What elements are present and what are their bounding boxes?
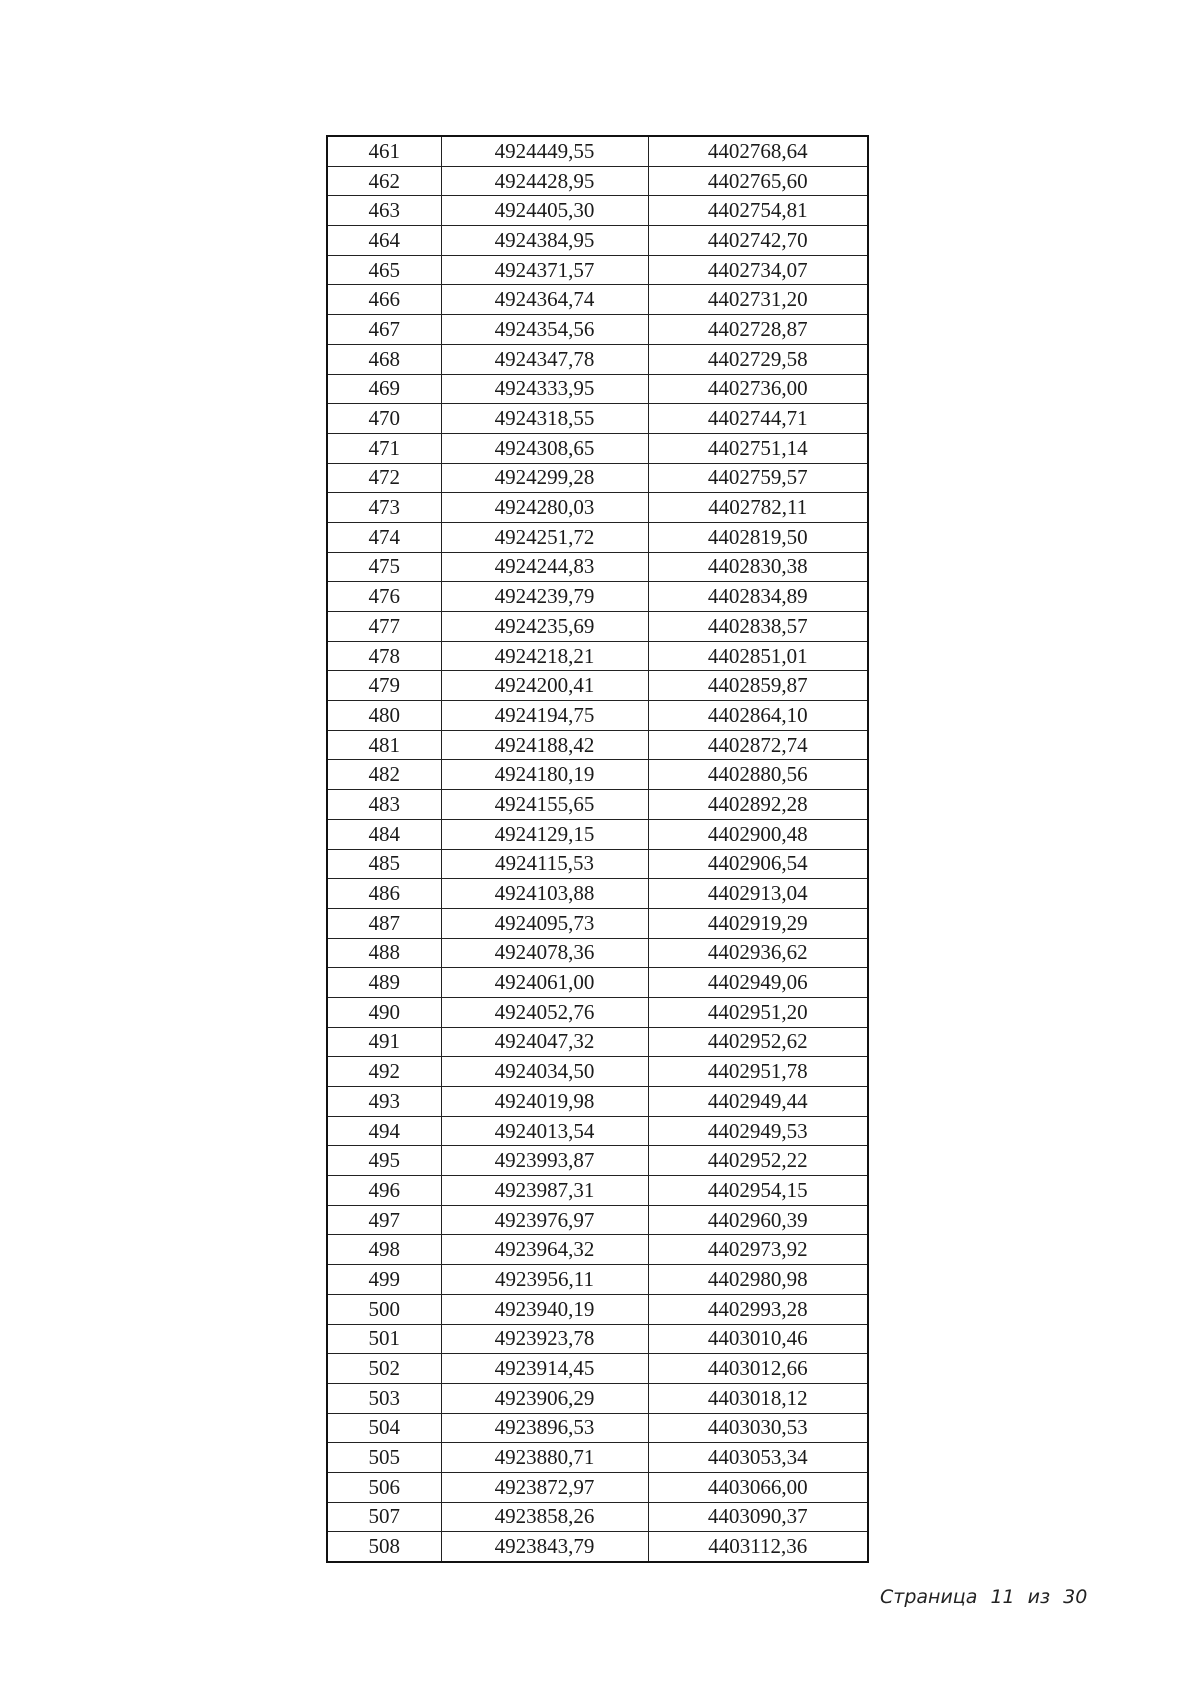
y-coordinate-cell: 4402952,62 xyxy=(648,1027,868,1057)
point-number-cell: 508 xyxy=(327,1532,441,1562)
point-number-cell: 471 xyxy=(327,433,441,463)
table-row xyxy=(327,1087,868,1117)
point-number-cell: 468 xyxy=(327,344,441,374)
point-number-cell: 469 xyxy=(327,374,441,404)
point-number-cell: 487 xyxy=(327,908,441,938)
point-number-cell: 499 xyxy=(327,1265,441,1295)
table-row xyxy=(327,404,868,434)
table-row xyxy=(327,1027,868,1057)
point-number-cell: 507 xyxy=(327,1502,441,1532)
point-number-cell: 500 xyxy=(327,1294,441,1324)
point-number-cell: 484 xyxy=(327,819,441,849)
y-coordinate-cell: 4402765,60 xyxy=(648,166,868,196)
x-coordinate-cell: 4924188,42 xyxy=(441,730,648,760)
y-coordinate-cell: 4402742,70 xyxy=(648,226,868,256)
y-coordinate-cell: 4402751,14 xyxy=(648,433,868,463)
point-number-cell: 497 xyxy=(327,1205,441,1235)
point-number-cell: 482 xyxy=(327,760,441,790)
x-coordinate-cell: 4924384,95 xyxy=(441,226,648,256)
point-number-cell: 492 xyxy=(327,1057,441,1087)
y-coordinate-cell: 4402906,54 xyxy=(648,849,868,879)
y-coordinate-cell: 4402768,64 xyxy=(648,136,868,166)
table-row xyxy=(327,701,868,731)
y-coordinate-cell: 4403066,00 xyxy=(648,1472,868,1502)
y-coordinate-cell: 4403018,12 xyxy=(648,1383,868,1413)
point-number-cell: 489 xyxy=(327,968,441,998)
y-coordinate-cell: 4402834,89 xyxy=(648,582,868,612)
table-row xyxy=(327,968,868,998)
y-coordinate-cell: 4403090,37 xyxy=(648,1502,868,1532)
y-coordinate-cell: 4402734,07 xyxy=(648,255,868,285)
table-row xyxy=(327,671,868,701)
x-coordinate-cell: 4924047,32 xyxy=(441,1027,648,1057)
point-number-cell: 481 xyxy=(327,730,441,760)
x-coordinate-cell: 4923872,97 xyxy=(441,1472,648,1502)
y-coordinate-cell: 4403012,66 xyxy=(648,1354,868,1384)
table-row xyxy=(327,1324,868,1354)
y-coordinate-cell: 4402872,74 xyxy=(648,730,868,760)
table-row xyxy=(327,136,868,166)
table-row xyxy=(327,285,868,315)
table-row xyxy=(327,1116,868,1146)
x-coordinate-cell: 4923923,78 xyxy=(441,1324,648,1354)
y-coordinate-cell: 4402782,11 xyxy=(648,493,868,523)
table-row xyxy=(327,1502,868,1532)
point-number-cell: 495 xyxy=(327,1146,441,1176)
x-coordinate-cell: 4924308,65 xyxy=(441,433,648,463)
point-number-cell: 503 xyxy=(327,1383,441,1413)
point-number-cell: 461 xyxy=(327,136,441,166)
x-coordinate-cell: 4924034,50 xyxy=(441,1057,648,1087)
point-number-cell: 483 xyxy=(327,790,441,820)
y-coordinate-cell: 4402952,22 xyxy=(648,1146,868,1176)
table-row xyxy=(327,997,868,1027)
y-coordinate-cell: 4402949,06 xyxy=(648,968,868,998)
table-row xyxy=(327,582,868,612)
x-coordinate-cell: 4924180,19 xyxy=(441,760,648,790)
point-number-cell: 473 xyxy=(327,493,441,523)
table-row xyxy=(327,790,868,820)
x-coordinate-cell: 4924449,55 xyxy=(441,136,648,166)
y-coordinate-cell: 4403030,53 xyxy=(648,1413,868,1443)
y-coordinate-cell: 4402980,98 xyxy=(648,1265,868,1295)
point-number-cell: 505 xyxy=(327,1443,441,1473)
point-number-cell: 477 xyxy=(327,612,441,642)
x-coordinate-cell: 4924235,69 xyxy=(441,612,648,642)
x-coordinate-cell: 4923976,97 xyxy=(441,1205,648,1235)
x-coordinate-cell: 4923940,19 xyxy=(441,1294,648,1324)
table-row xyxy=(327,938,868,968)
x-coordinate-cell: 4924347,78 xyxy=(441,344,648,374)
table-row xyxy=(327,166,868,196)
x-coordinate-cell: 4924155,65 xyxy=(441,790,648,820)
y-coordinate-cell: 4402830,38 xyxy=(648,552,868,582)
y-coordinate-cell: 4402960,39 xyxy=(648,1205,868,1235)
table-row xyxy=(327,1146,868,1176)
y-coordinate-cell: 4402913,04 xyxy=(648,879,868,909)
x-coordinate-cell: 4924013,54 xyxy=(441,1116,648,1146)
point-number-cell: 463 xyxy=(327,196,441,226)
point-number-cell: 490 xyxy=(327,997,441,1027)
y-coordinate-cell: 4403053,34 xyxy=(648,1443,868,1473)
table-row xyxy=(327,1354,868,1384)
page-label: Страница xyxy=(880,1586,978,1608)
page-footer xyxy=(880,1586,1120,1608)
table-row xyxy=(327,641,868,671)
y-coordinate-cell: 4402728,87 xyxy=(648,315,868,345)
x-coordinate-cell: 4924218,21 xyxy=(441,641,648,671)
y-coordinate-cell: 4402754,81 xyxy=(648,196,868,226)
y-coordinate-cell: 4402892,28 xyxy=(648,790,868,820)
x-coordinate-cell: 4923906,29 xyxy=(441,1383,648,1413)
x-coordinate-cell: 4924333,95 xyxy=(441,374,648,404)
x-coordinate-cell: 4923880,71 xyxy=(441,1443,648,1473)
point-number-cell: 464 xyxy=(327,226,441,256)
point-number-cell: 479 xyxy=(327,671,441,701)
table-row xyxy=(327,1265,868,1295)
y-coordinate-cell: 4403010,46 xyxy=(648,1324,868,1354)
point-number-cell: 494 xyxy=(327,1116,441,1146)
point-number-cell: 467 xyxy=(327,315,441,345)
table-row xyxy=(327,196,868,226)
table-row xyxy=(327,433,868,463)
point-number-cell: 486 xyxy=(327,879,441,909)
x-coordinate-cell: 4924129,15 xyxy=(441,819,648,849)
y-coordinate-cell: 4402729,58 xyxy=(648,344,868,374)
point-number-cell: 502 xyxy=(327,1354,441,1384)
x-coordinate-cell: 4923858,26 xyxy=(441,1502,648,1532)
y-coordinate-cell: 4402759,57 xyxy=(648,463,868,493)
y-coordinate-cell: 4403112,36 xyxy=(648,1532,868,1562)
x-coordinate-cell: 4924200,41 xyxy=(441,671,648,701)
table-row xyxy=(327,908,868,938)
table-row xyxy=(327,552,868,582)
point-number-cell: 488 xyxy=(327,938,441,968)
x-coordinate-cell: 4923843,79 xyxy=(441,1532,648,1562)
y-coordinate-cell: 4402880,56 xyxy=(648,760,868,790)
table-row xyxy=(327,1472,868,1502)
point-number-cell: 465 xyxy=(327,255,441,285)
table-row xyxy=(327,730,868,760)
page-number: 11 xyxy=(990,1586,1015,1608)
point-number-cell: 506 xyxy=(327,1472,441,1502)
table-row xyxy=(327,760,868,790)
x-coordinate-cell: 4923964,32 xyxy=(441,1235,648,1265)
table-row xyxy=(327,1235,868,1265)
x-coordinate-cell: 4924364,74 xyxy=(441,285,648,315)
y-coordinate-cell: 4402900,48 xyxy=(648,819,868,849)
point-number-cell: 466 xyxy=(327,285,441,315)
y-coordinate-cell: 4402993,28 xyxy=(648,1294,868,1324)
x-coordinate-cell: 4924280,03 xyxy=(441,493,648,523)
x-coordinate-cell: 4924239,79 xyxy=(441,582,648,612)
table-row xyxy=(327,1383,868,1413)
y-coordinate-cell: 4402949,53 xyxy=(648,1116,868,1146)
page-of-label: из xyxy=(1027,1586,1051,1608)
x-coordinate-cell: 4924078,36 xyxy=(441,938,648,968)
x-coordinate-cell: 4924052,76 xyxy=(441,997,648,1027)
y-coordinate-cell: 4402736,00 xyxy=(648,374,868,404)
y-coordinate-cell: 4402949,44 xyxy=(648,1087,868,1117)
table-row xyxy=(327,1294,868,1324)
point-number-cell: 504 xyxy=(327,1413,441,1443)
table-row xyxy=(327,1176,868,1206)
table-row xyxy=(327,612,868,642)
table-row xyxy=(327,1443,868,1473)
table-row xyxy=(327,879,868,909)
y-coordinate-cell: 4402731,20 xyxy=(648,285,868,315)
table-row xyxy=(327,463,868,493)
point-number-cell: 498 xyxy=(327,1235,441,1265)
table-row xyxy=(327,522,868,552)
point-number-cell: 472 xyxy=(327,463,441,493)
y-coordinate-cell: 4402859,87 xyxy=(648,671,868,701)
x-coordinate-cell: 4924061,00 xyxy=(441,968,648,998)
y-coordinate-cell: 4402973,92 xyxy=(648,1235,868,1265)
point-number-cell: 491 xyxy=(327,1027,441,1057)
point-number-cell: 474 xyxy=(327,522,441,552)
point-number-cell: 470 xyxy=(327,404,441,434)
y-coordinate-cell: 4402744,71 xyxy=(648,404,868,434)
table-row xyxy=(327,344,868,374)
x-coordinate-cell: 4924115,53 xyxy=(441,849,648,879)
table-row xyxy=(327,493,868,523)
coordinates-table xyxy=(326,135,869,1563)
x-coordinate-cell: 4924019,98 xyxy=(441,1087,648,1117)
coordinates-table-body xyxy=(327,136,868,1562)
x-coordinate-cell: 4924299,28 xyxy=(441,463,648,493)
page-total: 30 xyxy=(1063,1586,1088,1608)
table-row xyxy=(327,226,868,256)
y-coordinate-cell: 4402851,01 xyxy=(648,641,868,671)
table-row xyxy=(327,1205,868,1235)
point-number-cell: 478 xyxy=(327,641,441,671)
y-coordinate-cell: 4402838,57 xyxy=(648,612,868,642)
x-coordinate-cell: 4923993,87 xyxy=(441,1146,648,1176)
y-coordinate-cell: 4402951,20 xyxy=(648,997,868,1027)
table-row xyxy=(327,849,868,879)
y-coordinate-cell: 4402864,10 xyxy=(648,701,868,731)
x-coordinate-cell: 4923987,31 xyxy=(441,1176,648,1206)
table-row xyxy=(327,1532,868,1562)
x-coordinate-cell: 4924405,30 xyxy=(441,196,648,226)
y-coordinate-cell: 4402954,15 xyxy=(648,1176,868,1206)
point-number-cell: 493 xyxy=(327,1087,441,1117)
x-coordinate-cell: 4924428,95 xyxy=(441,166,648,196)
x-coordinate-cell: 4924371,57 xyxy=(441,255,648,285)
x-coordinate-cell: 4924318,55 xyxy=(441,404,648,434)
y-coordinate-cell: 4402951,78 xyxy=(648,1057,868,1087)
point-number-cell: 480 xyxy=(327,701,441,731)
x-coordinate-cell: 4924194,75 xyxy=(441,701,648,731)
point-number-cell: 496 xyxy=(327,1176,441,1206)
table-row xyxy=(327,819,868,849)
point-number-cell: 501 xyxy=(327,1324,441,1354)
y-coordinate-cell: 4402919,29 xyxy=(648,908,868,938)
point-number-cell: 485 xyxy=(327,849,441,879)
point-number-cell: 476 xyxy=(327,582,441,612)
point-number-cell: 475 xyxy=(327,552,441,582)
x-coordinate-cell: 4923956,11 xyxy=(441,1265,648,1295)
table-row xyxy=(327,255,868,285)
x-coordinate-cell: 4923914,45 xyxy=(441,1354,648,1384)
x-coordinate-cell: 4924244,83 xyxy=(441,552,648,582)
table-row xyxy=(327,1413,868,1443)
x-coordinate-cell: 4924354,56 xyxy=(441,315,648,345)
table-row xyxy=(327,315,868,345)
x-coordinate-cell: 4924103,88 xyxy=(441,879,648,909)
x-coordinate-cell: 4923896,53 xyxy=(441,1413,648,1443)
x-coordinate-cell: 4924095,73 xyxy=(441,908,648,938)
point-number-cell: 462 xyxy=(327,166,441,196)
x-coordinate-cell: 4924251,72 xyxy=(441,522,648,552)
table-row xyxy=(327,374,868,404)
y-coordinate-cell: 4402936,62 xyxy=(648,938,868,968)
y-coordinate-cell: 4402819,50 xyxy=(648,522,868,552)
table-row xyxy=(327,1057,868,1087)
